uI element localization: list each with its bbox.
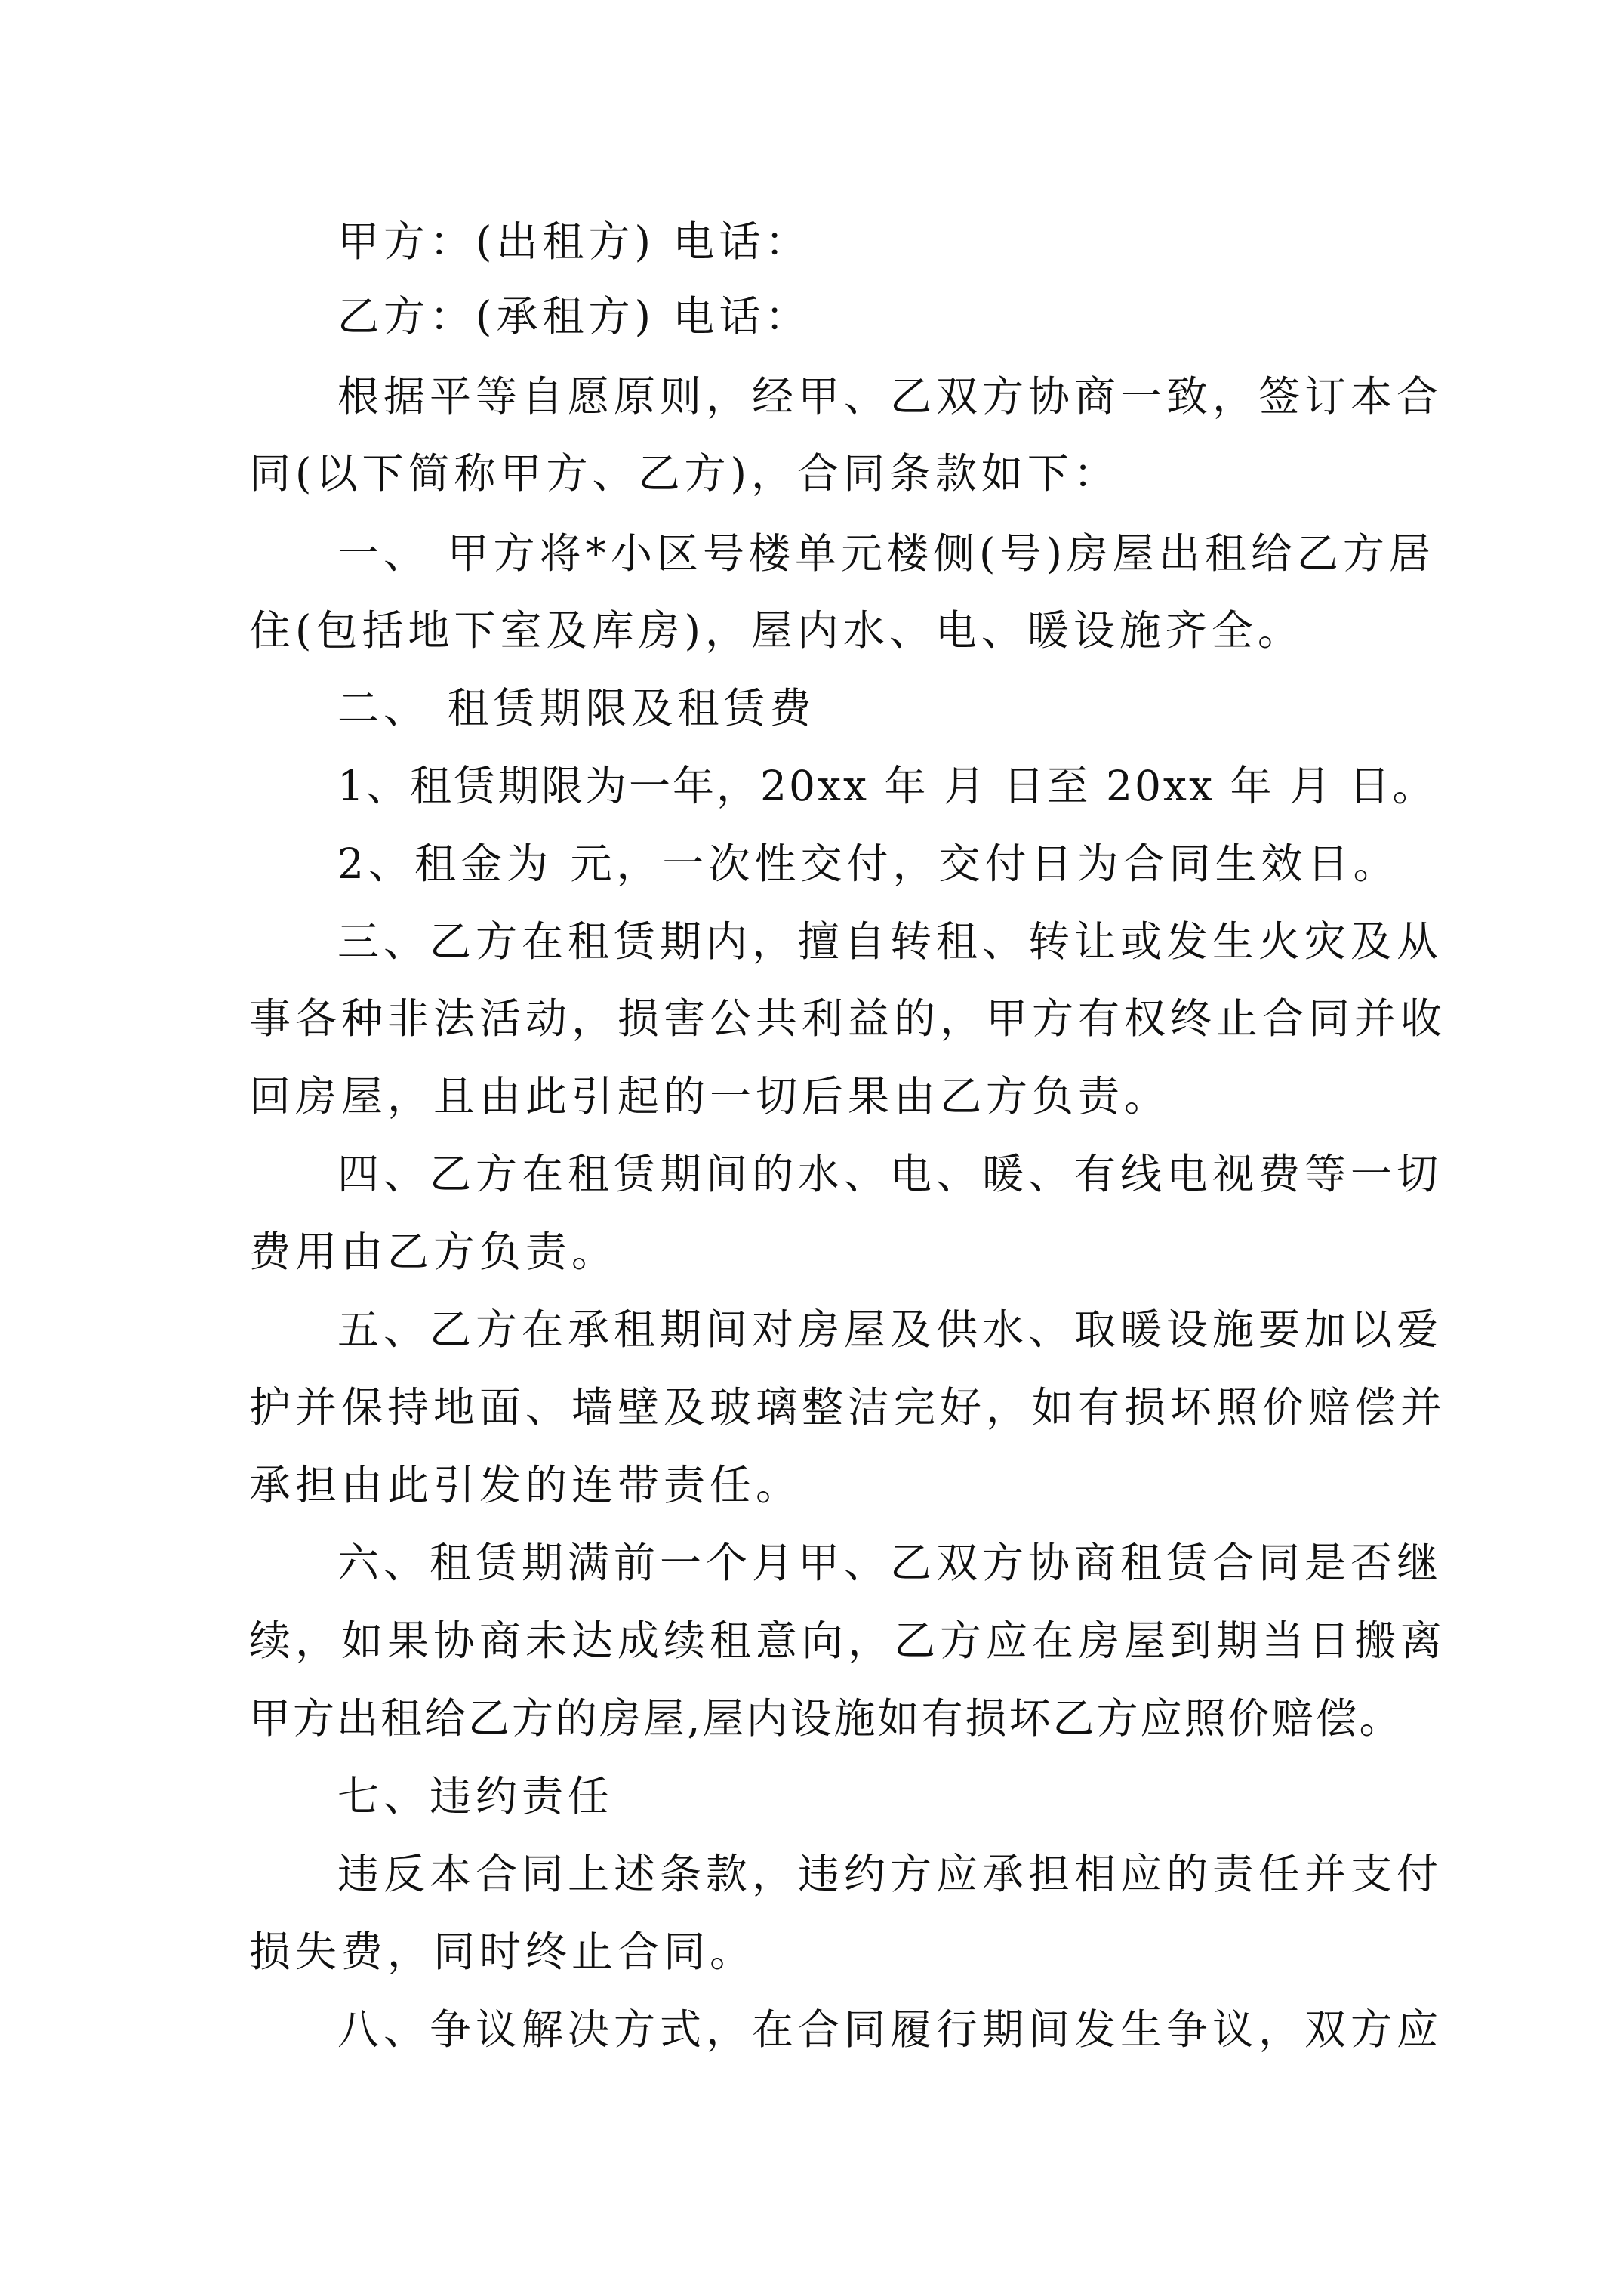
text-line: 根据平等自愿原则，经甲、乙双方协商一致，签订本合 <box>337 372 1443 421</box>
text-line: 五、乙方在承租期间对房屋及供水、取暖设施要加以爱 <box>337 1305 1443 1354</box>
text-line: 甲方：(出租方) 电话： <box>337 217 812 266</box>
text-line: 四、乙方在租赁期间的水、电、暖、有线电视费等一切 <box>337 1150 1443 1198</box>
text-line: 回房屋，且由此引起的一切后果由乙方负责。 <box>249 1072 1171 1120</box>
text-line: 事各种非法活动，损害公共利益的，甲方有权终止合同并收 <box>249 994 1447 1043</box>
text-line: 1、租赁期限为一年，20xx 年 月 日至 20xx 年 月 日。 <box>337 762 1437 810</box>
text-line: 承担由此引发的连带责任。 <box>249 1461 802 1509</box>
text-line: 一、 甲方将*小区号楼单元楼侧(号)房屋出租给乙方居 <box>337 529 1435 578</box>
text-line: 七、违约责任 <box>337 1772 614 1820</box>
text-line: 2、租金为 元，一次性交付，交付日为合同生效日。 <box>337 840 1400 888</box>
text-line: 住(包括地下室及库房)，屋内水、电、暖设施齐全。 <box>249 606 1304 655</box>
text-line: 乙方：(承租方) 电话： <box>337 292 812 341</box>
text-line: 六、租赁期满前一个月甲、乙双方协商租赁合同是否继 <box>337 1539 1443 1587</box>
text-line: 八、争议解决方式，在合同履行期间发生争议，双方应 <box>337 2005 1443 2054</box>
text-line: 违反本合同上述条款，违约方应承担相应的责任并支付 <box>337 1850 1443 1898</box>
text-line: 续，如果协商未达成续租意向，乙方应在房屋到期当日搬离 <box>249 1616 1447 1665</box>
text-line: 三、乙方在租赁期内，擅自转租、转让或发生火灾及从 <box>337 917 1443 966</box>
text-line: 损失费，同时终止合同。 <box>249 1928 756 1976</box>
text-line: 二、 租赁期限及租赁费 <box>337 684 816 732</box>
text-line: 甲方出租给乙方的房屋,屋内设施如有损坏乙方应照价赔偿。 <box>249 1694 1403 1743</box>
text-line: 同(以下简称甲方、乙方)，合同条款如下： <box>249 449 1119 498</box>
text-line: 护并保持地面、墙壁及玻璃整洁完好，如有损坏照价赔偿并 <box>249 1383 1447 1432</box>
text-line: 费用由乙方负责。 <box>249 1228 618 1276</box>
